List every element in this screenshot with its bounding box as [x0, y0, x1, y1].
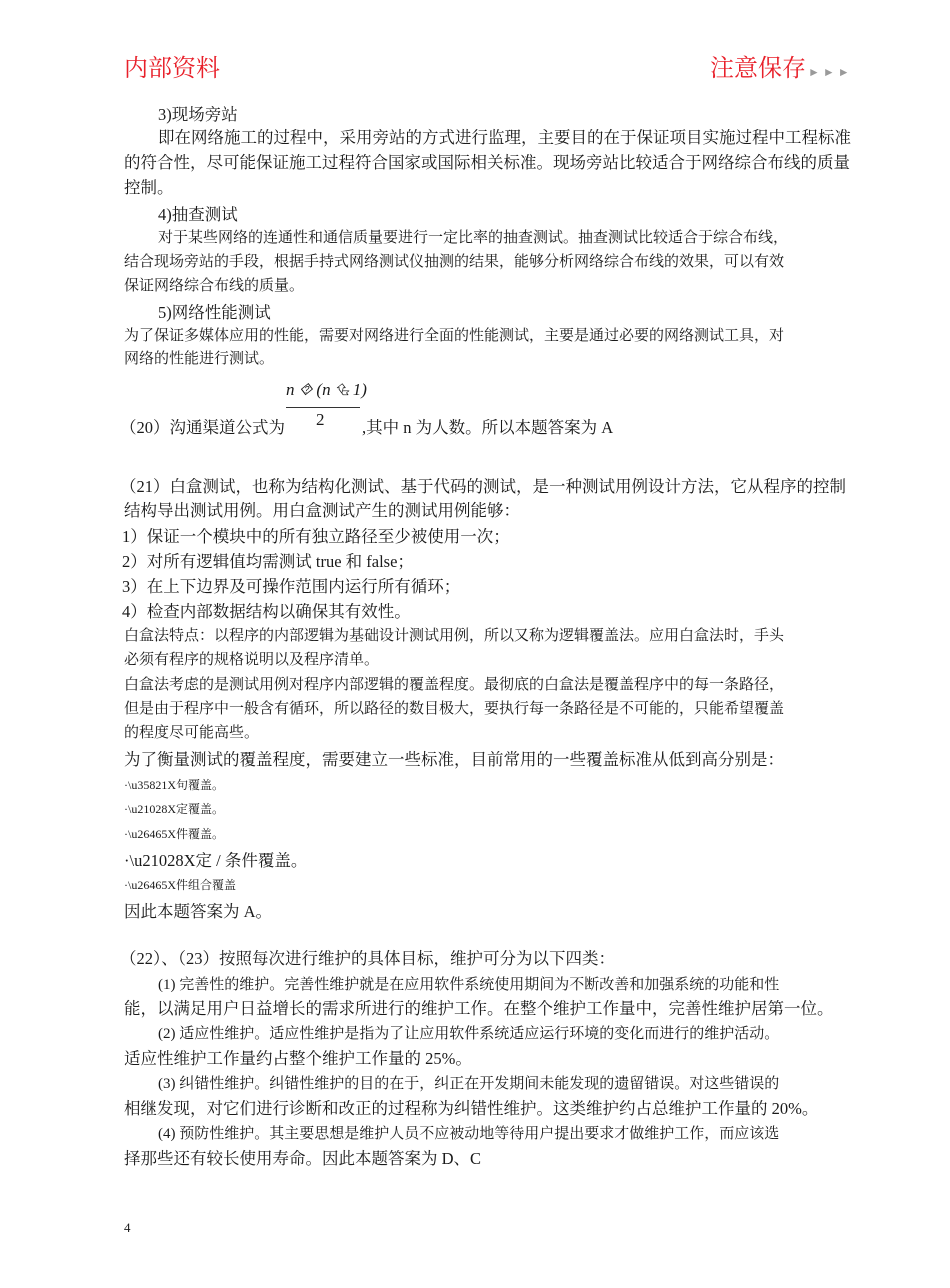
- formula-suffix: ,其中 n 为人数。所以本题答案为 A: [362, 418, 614, 437]
- formula-prefix: （20）沟通渠道公式为: [120, 418, 285, 437]
- section-4-line-1: 对于某些网络的连通性和通信质量要进行一定比率的抽查测试。抽查测试比较适合于综合布线，: [158, 230, 789, 246]
- section-5-line-2: 网络的性能进行测试。: [124, 351, 275, 367]
- header-right-label: [710, 48, 853, 83]
- q21-coverage-line-1: 白盒法考虑的是测试用例对程序内部逻辑的覆盖程度。最彻底的白盒法是覆盖程序中的每一条路径，: [124, 677, 785, 693]
- q22-item-1-line-1: (1) 完善性的维护。完善性维护就是在应用软件系统使用期间为不断改善和加强系统的功能和性: [158, 977, 780, 993]
- q21-list-item: 3）在上下边界及可操作范围内运行所有循环；: [122, 577, 461, 596]
- header-left-label: 内部资料: [124, 56, 220, 82]
- coverage-item-condition: ·\u26465X件覆盖。: [124, 827, 224, 841]
- section-title-5: 5)网络性能测试: [158, 303, 271, 322]
- q22-item-2-line-1: (2) 适应性维护。适应性维护是指为了让应用软件系统适应运行环境的变化而进行的维护活动。: [158, 1026, 780, 1042]
- section-4-line-3: 保证网络综合布线的质量。: [124, 278, 305, 294]
- section-title-3: 3)现场旁站: [158, 105, 238, 124]
- page-number: 4: [124, 1220, 131, 1235]
- coverage-item-combination: ·\u26465X件组合覆盖: [124, 878, 236, 892]
- formula-denominator: 2: [316, 410, 325, 429]
- q21-coverage-line-2: 但是由于程序中一般含有循环，所以路径的数目极大，要执行每一条路径是不可能的，只能希望覆盖: [124, 701, 785, 717]
- q21-line-2: 结构导出测试用例。用白盒测试产生的测试用例能够：: [124, 501, 520, 520]
- formula-fraction-line: [286, 407, 360, 408]
- q21-feature-line-1: 白盒法特点：以程序的内部逻辑为基础设计测试用例，所以又称为逻辑覆盖法。应用白盒法时，手头: [124, 628, 785, 644]
- formula-numerator: n ⯑ (n ⮴ 1): [286, 380, 367, 399]
- q21-coverage-line-3: 的程度尽可能高些。: [124, 725, 260, 741]
- section-4-line-2: 结合现场旁站的手段，根据手持式网络测试仪抽测的结果，能够分析网络综合布线的效果，可以有效: [124, 254, 785, 270]
- section-3-line-1: 即在网络施工的过程中，采用旁站的方式进行监理，主要目的在于保证项目实施过程中工程标准: [158, 128, 851, 147]
- q21-answer: 因此本题答案为 A。: [124, 902, 273, 921]
- coverage-item-statement: ·\u35821X句覆盖。: [124, 778, 224, 792]
- section-5-line-1: 为了保证多媒体应用的性能，需要对网络进行全面的性能测试，主要是通过必要的网络测试工具，对: [124, 328, 785, 344]
- q21-list-item: 4）检查内部数据结构以确保其有效性。: [122, 602, 411, 621]
- q22-item-3-line-2: 相继发现，对它们进行诊断和改正的过程称为纠错性维护。这类维护约占总维护工作量的 20%。: [124, 1099, 819, 1118]
- q22-intro: （22）、（23）按照每次进行维护的具体目标，维护可分为以下四类：: [120, 949, 615, 968]
- q21-feature-line-2: 必须有程序的规格说明以及程序清单。: [124, 652, 380, 668]
- coverage-item-decision: ·\u21028X定覆盖。: [124, 802, 224, 816]
- q21-measure-line: 为了衡量测试的覆盖程度，需要建立一些标准，目前常用的一些覆盖标准从低到高分别是：: [124, 750, 784, 769]
- header-right-text: 注意保存: [710, 56, 806, 82]
- coverage-item-decision-condition: ·\u21028X定 / 条件覆盖。: [124, 851, 308, 870]
- q22-item-3-line-1: (3) 纠错性维护。纠错性维护的目的在于，纠正在开发期间未能发现的遗留错误。对这些错误的: [158, 1076, 780, 1092]
- section-3-line-3: 控制。: [124, 178, 174, 197]
- arrow-decoration-icon: ►►►: [808, 65, 853, 79]
- q22-item-1-line-2: 能，以满足用户日益增长的需求所进行的维护工作。在整个维护工作量中，完善性维护居第一位。: [124, 999, 834, 1018]
- q21-list-item: 1）保证一个模块中的所有独立路径至少被使用一次；: [122, 527, 510, 546]
- q21-list-item: 2）对所有逻辑值均需测试 true 和 false；: [122, 552, 414, 571]
- q21-line-1: （21）白盒测试，也称为结构化测试、基于代码的测试，是一种测试用例设计方法，它从程序的控制: [120, 477, 846, 496]
- section-title-4: 4)抽查测试: [158, 205, 238, 224]
- q22-item-4-line-1: (4) 预防性维护。其主要思想是维护人员不应被动地等待用户提出要求才做维护工作，而应该选: [158, 1126, 780, 1142]
- q22-item-2-line-2: 适应性维护工作量约占整个维护工作量的 25%。: [124, 1049, 472, 1068]
- q22-item-4-line-2: 择那些还有较长使用寿命。因此本题答案为 D、C: [124, 1149, 482, 1168]
- section-3-line-2: 的符合性，尽可能保证施工过程符合国家或国际相关标准。现场旁站比较适合于网络综合布线的质量: [124, 153, 850, 172]
